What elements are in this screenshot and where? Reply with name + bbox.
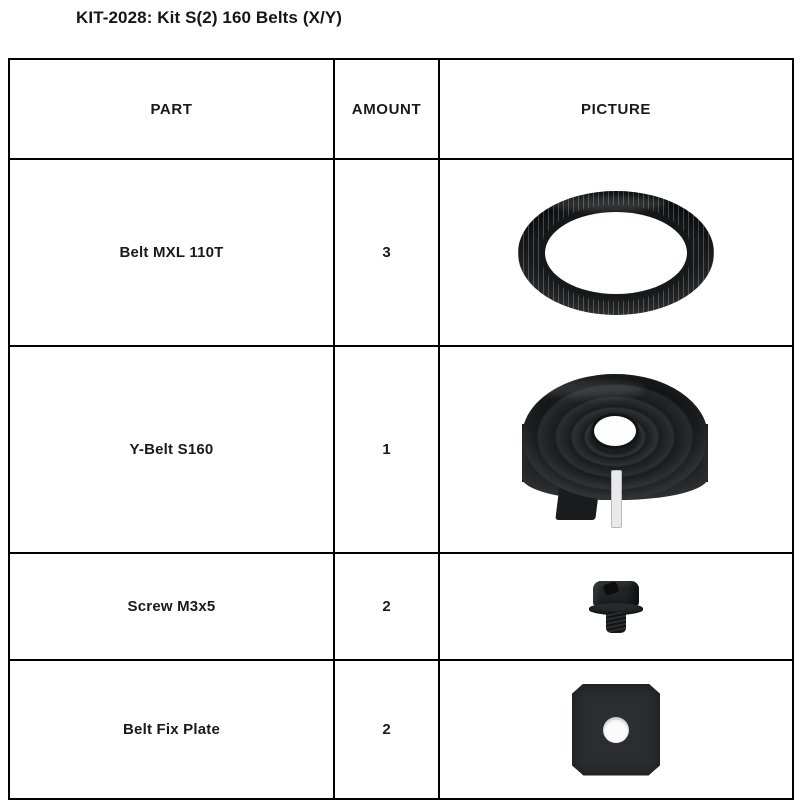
coiled-belt-roll-image bbox=[440, 347, 792, 552]
table-row bbox=[9, 553, 793, 660]
table-row bbox=[9, 346, 793, 553]
column-header-part: PART bbox=[9, 59, 334, 159]
part-name: Y-Belt S160 bbox=[9, 346, 334, 553]
coil-belt-tip bbox=[611, 470, 622, 528]
plate-graphic bbox=[572, 684, 660, 776]
belt-fix-plate-image bbox=[440, 661, 792, 798]
belt-inner-opening bbox=[545, 212, 687, 294]
part-amount: 1 bbox=[334, 346, 439, 553]
table-row bbox=[9, 660, 793, 799]
part-picture-cell bbox=[439, 159, 793, 346]
parts-table bbox=[8, 58, 794, 800]
part-amount: 2 bbox=[334, 553, 439, 660]
column-header-amount: AMOUNT bbox=[334, 59, 439, 159]
part-name: Belt Fix Plate bbox=[9, 660, 334, 799]
table-header-row bbox=[9, 59, 793, 159]
screw-thread bbox=[606, 612, 626, 633]
part-amount: 2 bbox=[334, 660, 439, 799]
table-row bbox=[9, 159, 793, 346]
belt-coil-graphic bbox=[516, 364, 716, 536]
belt-loop-graphic bbox=[518, 191, 714, 315]
column-header-picture: PICTURE bbox=[439, 59, 793, 159]
page-title: KIT-2028: Kit S(2) 160 Belts (X/Y) bbox=[76, 8, 343, 27]
coil-center-hole bbox=[594, 416, 636, 446]
coil-highlight bbox=[540, 380, 644, 398]
belt-highlight bbox=[545, 195, 667, 211]
part-name: Belt MXL 110T bbox=[9, 159, 334, 346]
part-picture-cell bbox=[439, 553, 793, 660]
screw-image bbox=[440, 554, 792, 659]
part-picture-cell bbox=[439, 346, 793, 553]
part-amount: 3 bbox=[334, 159, 439, 346]
part-picture-cell bbox=[439, 660, 793, 799]
screw-graphic bbox=[589, 579, 643, 635]
toothed-belt-loop-image bbox=[440, 160, 792, 345]
part-name: Screw M3x5 bbox=[9, 553, 334, 660]
plate-center-hole bbox=[603, 717, 629, 743]
